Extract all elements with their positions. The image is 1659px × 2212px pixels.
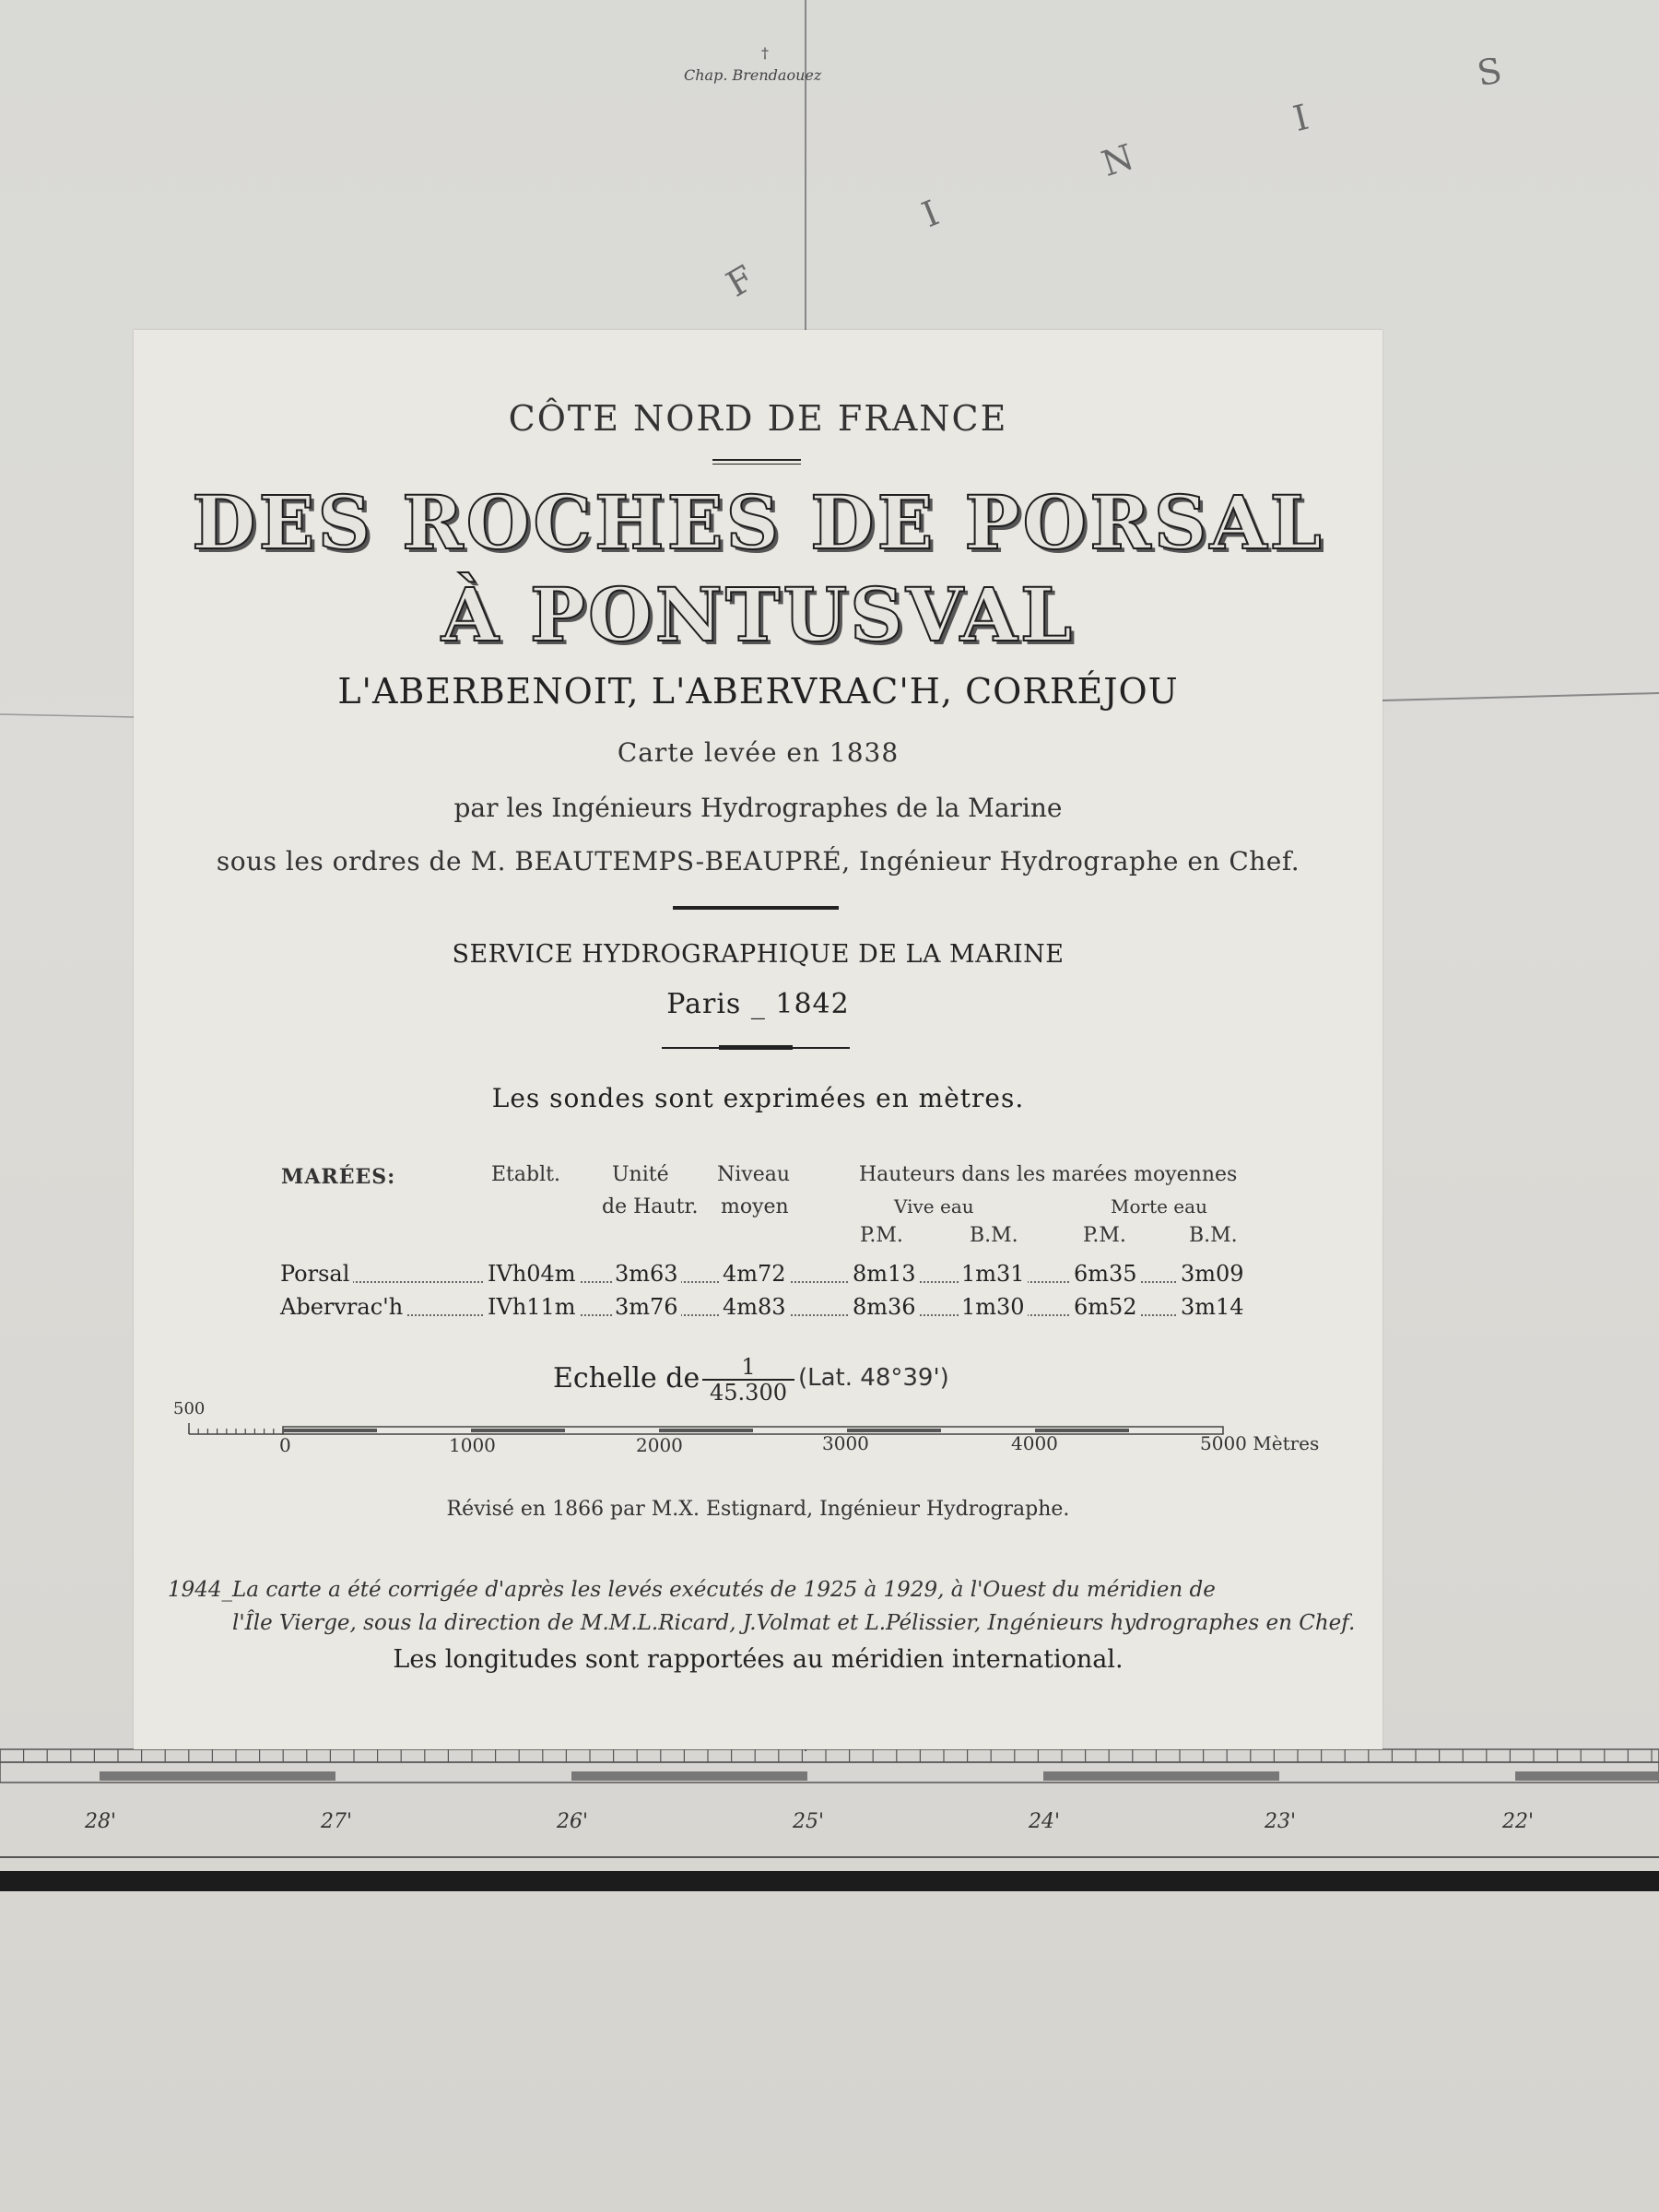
col-morte-pm: P.M. <box>1083 1224 1126 1247</box>
soundings-note: Les sondes sont exprimées en mètres. <box>491 1083 1025 1113</box>
region-heading: CÔTE NORD DE FRANCE <box>508 398 1008 439</box>
region-letter-f: F <box>719 257 761 305</box>
region-letter-i-1: I <box>916 192 945 236</box>
col-unite-2: de Hautr. <box>602 1195 699 1218</box>
scale-fraction <box>702 1355 794 1405</box>
col-morte-bm: B.M. <box>1189 1224 1238 1247</box>
longitude-mark-24: 24' <box>1029 1810 1061 1833</box>
longitude-mark-26: 26' <box>557 1810 589 1833</box>
engineers-line: par les Ingénieurs Hydrographes de la Marine <box>453 793 1063 823</box>
tide-vive-bm-porsal: 1m31 <box>959 1261 1028 1287</box>
tide-unite-abervrach: 3m76 <box>612 1294 681 1320</box>
col-niveau-2: moyen <box>721 1195 789 1218</box>
chart-subtitle: L'ABERBENOIT, L'ABERVRAC'H, CORRÉJOU <box>337 671 1179 712</box>
scale-denominator: 45.300 <box>710 1380 787 1406</box>
scale-numerator: 1 <box>702 1355 794 1381</box>
tide-place-abervrach: Abervrac'h <box>280 1294 406 1320</box>
correction-note-line-1: 1944_La carte a été corrigée d'après les levés exécutés de 1925 à 1929, à l'Ouest du méridien de <box>168 1578 1216 1602</box>
tide-morte-pm-abervrach: 6m52 <box>1071 1294 1140 1320</box>
tide-place-porsal: Porsal <box>280 1261 353 1287</box>
tide-vive-pm-abervrach: 8m36 <box>850 1294 919 1320</box>
region-letter-s: S <box>1474 50 1505 94</box>
border-block <box>571 1771 807 1781</box>
region-letter-n: N <box>1097 135 1139 185</box>
tide-niveau-abervrach: 4m83 <box>720 1294 789 1320</box>
revision-note: Révisé en 1866 par M.X. Estignard, Ingénieur Hydrographe. <box>446 1498 1070 1521</box>
col-vive-eau: Vive eau <box>894 1195 974 1218</box>
longitude-mark-23: 23' <box>1265 1810 1297 1833</box>
divider-short <box>712 459 801 461</box>
correction-note-line-2: l'Île Vierge, sous la direction de M.M.L.Ricard, J.Volmat et L.Pélissier, Ingénieurs hydrographes en Chef. <box>232 1611 1356 1635</box>
tide-morte-bm-porsal: 3m09 <box>1178 1261 1247 1287</box>
col-vive-pm: P.M. <box>860 1224 903 1247</box>
survey-date-line: Carte levée en 1838 <box>617 737 900 768</box>
region-letter-i-2: I <box>1288 96 1313 140</box>
border-block <box>1043 1771 1279 1781</box>
longitude-mark-27: 27' <box>321 1810 353 1833</box>
chart-title-line-2: À PONTUSVAL <box>441 571 1076 658</box>
scale-tick-2000: 2000 <box>636 1434 683 1456</box>
col-vive-bm: B.M. <box>970 1224 1018 1247</box>
longitude-mark-22: 22' <box>1502 1810 1535 1833</box>
divider-short-2 <box>712 464 801 465</box>
direction-line: sous les ordres de M. BEAUTEMPS-BEAUPRÉ, Ingénieur Hydrographe en Chef. <box>216 846 1300 877</box>
service-heading: SERVICE HYDROGRAPHIQUE DE LA MARINE <box>452 940 1065 969</box>
publication-line: Paris _ 1842 <box>666 988 850 1020</box>
longitude-mark-25: 25' <box>793 1810 825 1833</box>
border-block <box>100 1771 335 1781</box>
border-block <box>1515 1771 1659 1781</box>
scale-tick-1000: 1000 <box>449 1434 496 1456</box>
col-niveau-1: Niveau <box>717 1163 791 1186</box>
tide-unite-porsal: 3m63 <box>612 1261 681 1287</box>
tide-vive-bm-abervrach: 1m30 <box>959 1294 1028 1320</box>
scale-tick-0: 0 <box>279 1434 291 1456</box>
scale-label: Echelle de <box>553 1362 700 1394</box>
scale-tick-3000: 3000 <box>822 1432 869 1454</box>
tide-niveau-porsal: 4m72 <box>720 1261 789 1287</box>
place-name-label: Chap. Brendaouez <box>684 66 822 84</box>
scale-small-label: 500 <box>173 1399 206 1418</box>
col-unite-1: Unité <box>612 1163 669 1186</box>
col-etablissement: Etablt. <box>491 1163 560 1186</box>
col-morte-eau: Morte eau <box>1111 1195 1207 1218</box>
longitude-note: Les longitudes sont rapportées au méridien international. <box>393 1645 1124 1674</box>
ornamental-divider <box>673 906 839 910</box>
scale-tick-4000: 4000 <box>1011 1432 1058 1454</box>
scale-latitude: (Lat. 48°39') <box>798 1364 949 1392</box>
tides-heading: MARÉES: <box>281 1165 396 1189</box>
tide-morte-pm-porsal: 6m35 <box>1071 1261 1140 1287</box>
tide-morte-bm-abervrach: 3m14 <box>1178 1294 1247 1320</box>
scale-tick-5000: 5000 Mètres <box>1200 1432 1320 1454</box>
tide-vive-pm-porsal: 8m13 <box>850 1261 919 1287</box>
chart-title-line-1: DES ROCHES DE PORSAL <box>192 479 1324 566</box>
col-hauteurs: Hauteurs dans les marées moyennes <box>859 1163 1238 1186</box>
longitude-mark-28: 28' <box>85 1810 117 1833</box>
chapel-cross-icon: † <box>761 44 769 62</box>
tide-etabl-porsal: IVh04m <box>485 1261 579 1287</box>
tide-etabl-abervrach: IVh11m <box>485 1294 579 1320</box>
divider-line-center <box>719 1045 793 1050</box>
